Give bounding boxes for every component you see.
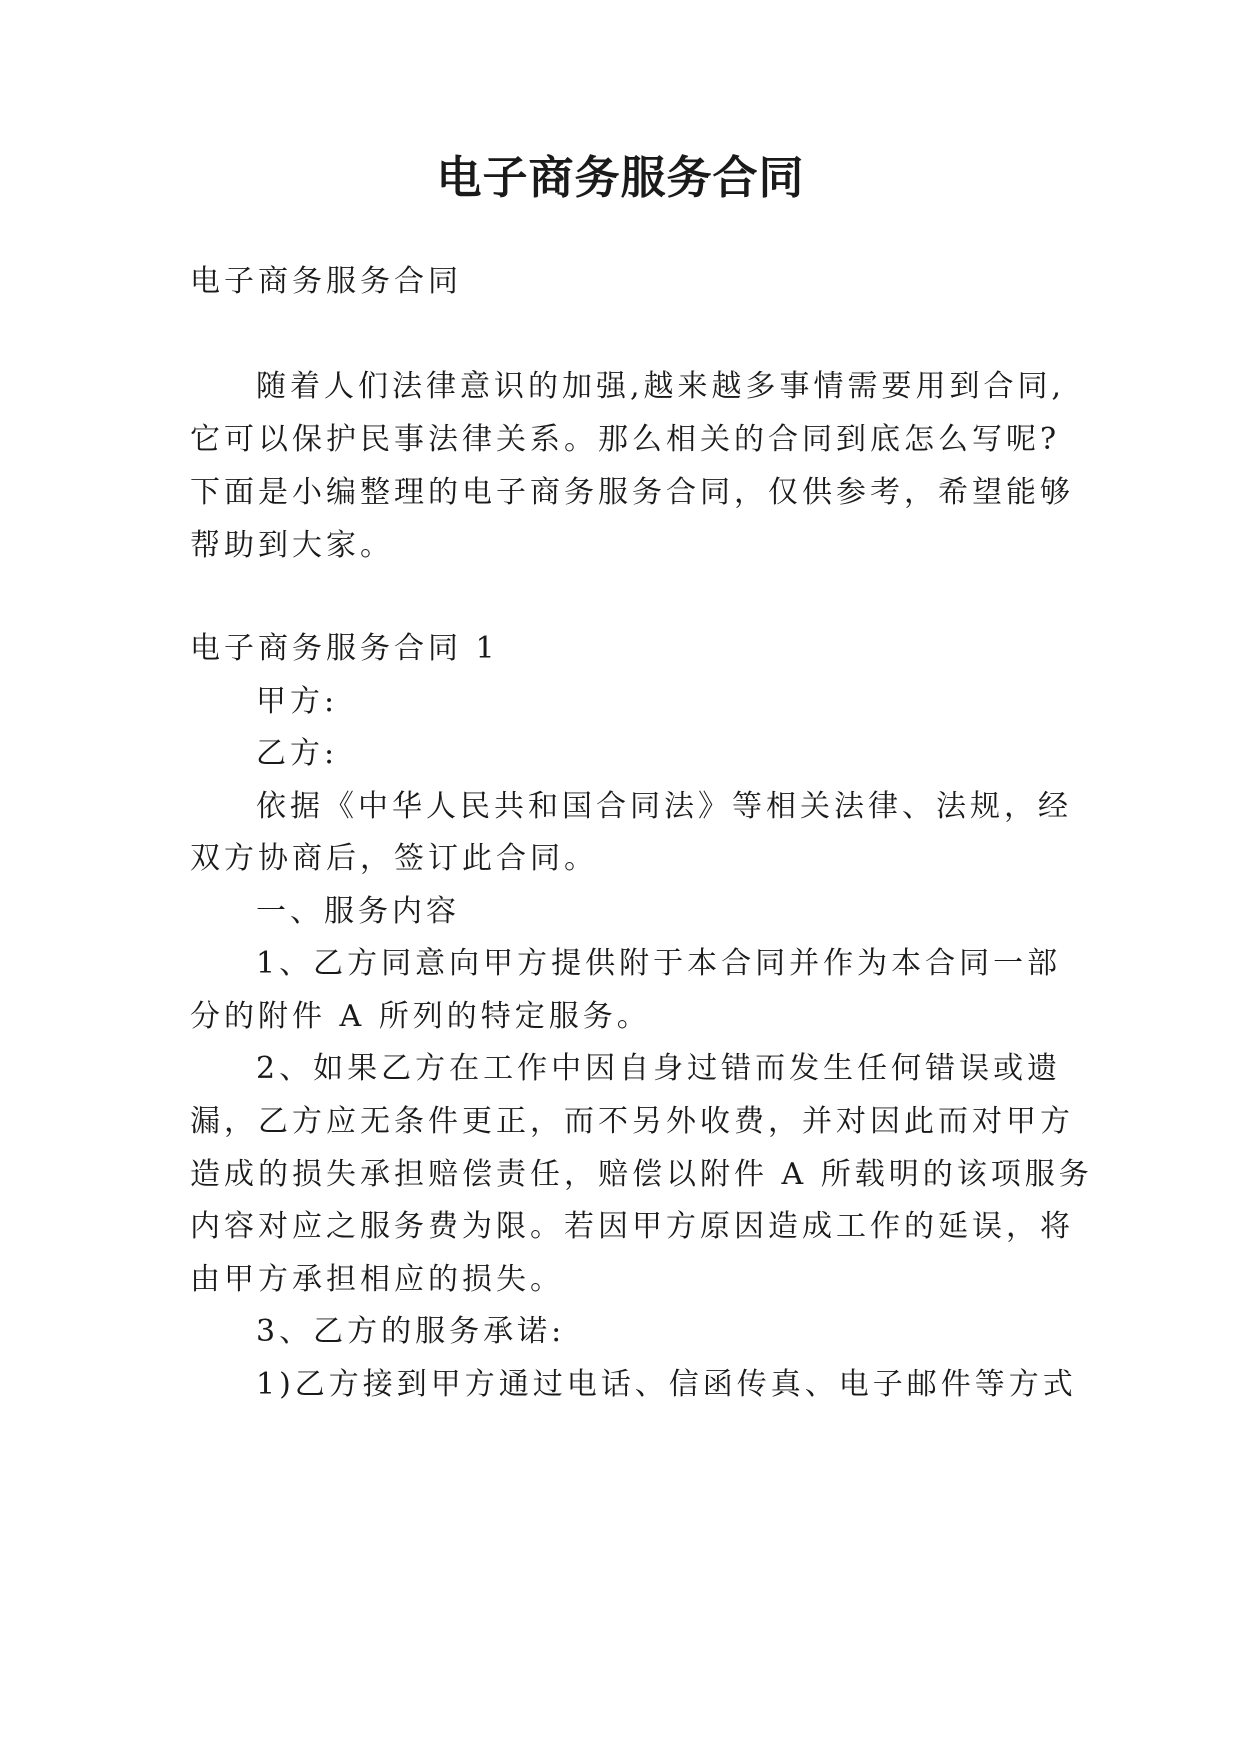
intro-line: 帮助到大家。 bbox=[190, 528, 394, 563]
basis-line: 双方协商后，签订此合同。 bbox=[190, 841, 598, 876]
party-b-label: 乙方: bbox=[256, 736, 339, 771]
clause-2-line: 由甲方承担相应的损失。 bbox=[190, 1262, 564, 1297]
clause-2-line: 漏，乙方应无条件更正，而不另外收费，并对因此而对甲方 bbox=[190, 1104, 1074, 1139]
clause-1-line: 1、乙方同意向甲方提供附于本合同并作为本合同一部 bbox=[256, 946, 1062, 981]
intro-line: 它可以保护民事法律关系。那么相关的合同到底怎么写呢? bbox=[190, 422, 1061, 457]
document-subtitle: 电子商务服务合同 bbox=[190, 264, 462, 299]
basis-line: 依据《中华人民共和国合同法》等相关法律、法规，经 bbox=[256, 789, 1072, 824]
clause-3-title: 3、乙方的服务承诺: bbox=[256, 1314, 566, 1349]
intro-line: 随着人们法律意识的加强,越来越多事情需要用到合同, bbox=[256, 369, 1066, 404]
contract-heading: 电子商务服务合同 1 bbox=[190, 631, 499, 666]
document-title: 电子商务服务合同 bbox=[436, 151, 805, 204]
clause-2-line: 造成的损失承担赔偿责任，赔偿以附件 A 所载明的该项服务 bbox=[190, 1157, 1093, 1192]
clause-2-line: 内容对应之服务费为限。若因甲方原因造成工作的延误，将 bbox=[190, 1209, 1074, 1244]
clause-1-line: 分的附件 A 所列的特定服务。 bbox=[190, 999, 651, 1034]
clause-3-item-1: 1)乙方接到甲方通过电话、信函传真、电子邮件等方式 bbox=[256, 1367, 1077, 1402]
clause-2-line: 2、如果乙方在工作中因自身过错而发生任何错误或遗 bbox=[256, 1051, 1062, 1086]
section-1-title: 一、服务内容 bbox=[256, 894, 460, 929]
intro-line: 下面是小编整理的电子商务服务合同，仅供参考，希望能够 bbox=[190, 475, 1074, 510]
party-a-label: 甲方: bbox=[256, 684, 339, 719]
